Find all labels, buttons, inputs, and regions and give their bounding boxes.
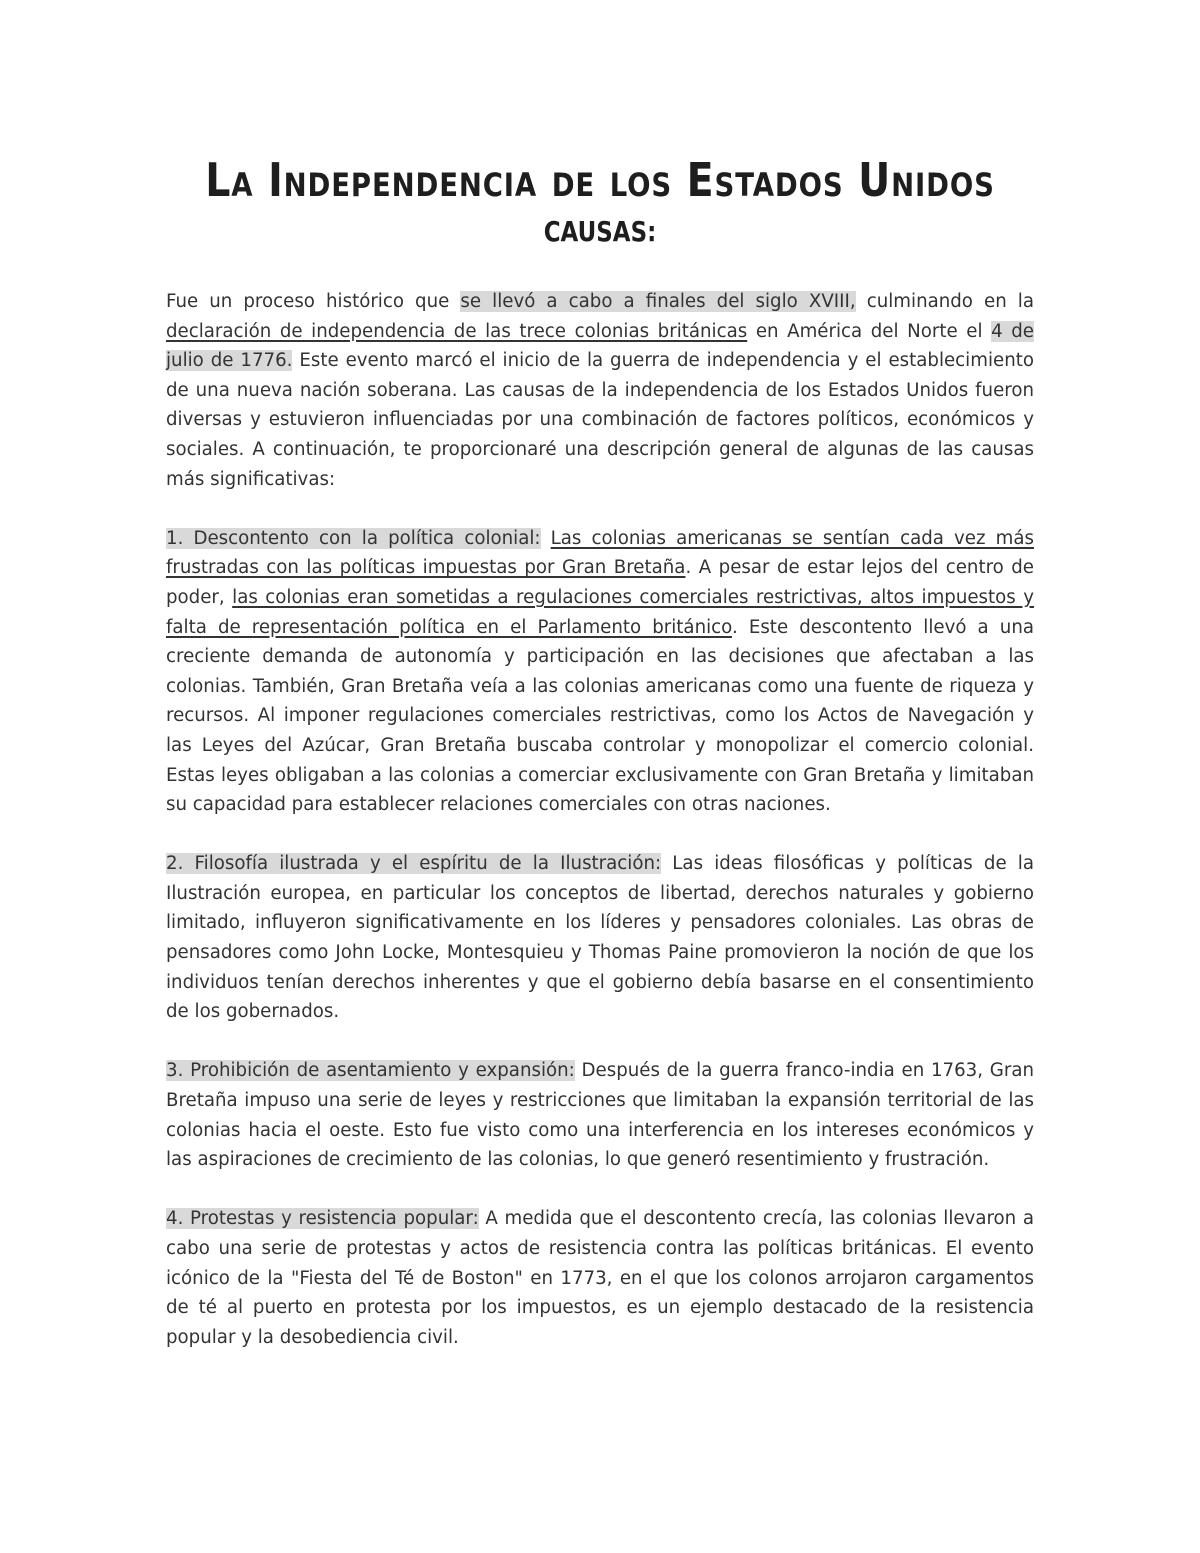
section-text: A medida que el descontento crecía, las colonias llevaron a cabo una serie de protestas y actos de resistencia contra las políticas británicas. El evento icónico de la "Fiesta del Té de Boston" en 1773, en el que los colonos arrojaron cargamentos de té al puerto en protesta por los impuestos, es un ejemplo destacado de la resistencia popular y la desobediencia civil.: [166, 1208, 1035, 1348]
section-heading: 2. Filosofía ilustrada y el espíritu de la Ilustración:: [166, 853, 662, 875]
intro-underline-declaration: declaración de independencia de las trece colonias británicas: [166, 320, 748, 342]
section-heading: 3. Prohibición de asentamiento y expansión:: [166, 1060, 575, 1082]
intro-text: Fue un proceso histórico que: [166, 291, 461, 312]
section-text: Después de la guerra franco-india en 1763, Gran Bretaña impuso una serie de leyes y restricciones que limitaban la expansión territorial de las colonias hacia el oeste. Esto fue visto como una interferencia en los intereses económicos y las aspiraciones de crecimiento de las colonias, lo que generó resentimiento y frustración.: [166, 1060, 1035, 1171]
document-body: [166, 287, 1034, 1382]
document-title: La Independencia de los Estados Unidos: [205, 153, 995, 207]
document-subtitle: CAUSAS:: [543, 215, 657, 248]
section-paragraph: [166, 1204, 1034, 1352]
section-text: [541, 528, 551, 549]
intro-text: culminando en la: [855, 291, 1035, 312]
intro-paragraph: [166, 287, 1034, 494]
intro-text: en América del Norte el: [747, 320, 992, 342]
section-paragraph: [166, 524, 1034, 820]
section-text: . Este descontento llevó a una creciente demanda de autonomía y participación en las decisiones que afectaban a las colonias. También, Gran Bretaña veía a las colonias americanas como una fuente de riqueza y recursos. Al imponer regulaciones comerciales restrictivas, como los Actos de Navegación y las Leyes del Azúcar, Gran Bretaña buscaba controlar y monopolizar el comercio colonial. Estas leyes obligaban a las colonias a comerciar exclusivamente con Gran Bretaña y limitaban su capacidad para establecer relaciones comerciales con otras naciones.: [166, 616, 1034, 816]
section-paragraph: [166, 1056, 1034, 1174]
section-underline: las colonias eran sometidas a regulaciones comerciales restrictivas, altos impuestos y falta de representación política en el Parlamento británico: [166, 586, 1034, 638]
section-heading: 4. Protestas y resistencia popular:: [166, 1208, 479, 1230]
section-underline: Las colonias americanas se sentían cada vez más frustradas con las políticas impuestas por Gran Bretaña: [166, 527, 1034, 579]
section-paragraph: [166, 849, 1034, 1027]
intro-highlight-century: se llevó a cabo a finales del siglo XVIII,: [460, 291, 856, 312]
intro-text: Este evento marcó el inicio de la guerra de independencia y el establecimiento de una nueva nación soberana. Las causas de la independencia de los Estados Unidos fueron diversas y estuvieron influenciadas por una combinación de factores políticos, económicos y sociales. A continuación, te proporcionaré una descripción general de algunas de las causas más significativas:: [166, 350, 1034, 490]
section-heading: 1. Descontento con la política colonial:: [166, 527, 541, 549]
section-text: Las ideas filosóficas y políticas de la Ilustración europea, en particular los conceptos de libertad, derechos naturales y gobierno limitado, influyeron significativamente en los líderes y pensadores coloniales. Las obras de pensadores como John Locke, Montesquieu y Thomas Paine promovieron la noción de que los individuos tenían derechos inherentes y que el gobierno debía basarse en el consentimiento de los gobernados.: [166, 853, 1034, 1023]
intro-highlight-date: 4 de julio de 1776.: [166, 320, 1034, 372]
section-text: . A pesar de estar lejos del centro de poder,: [166, 557, 1035, 608]
